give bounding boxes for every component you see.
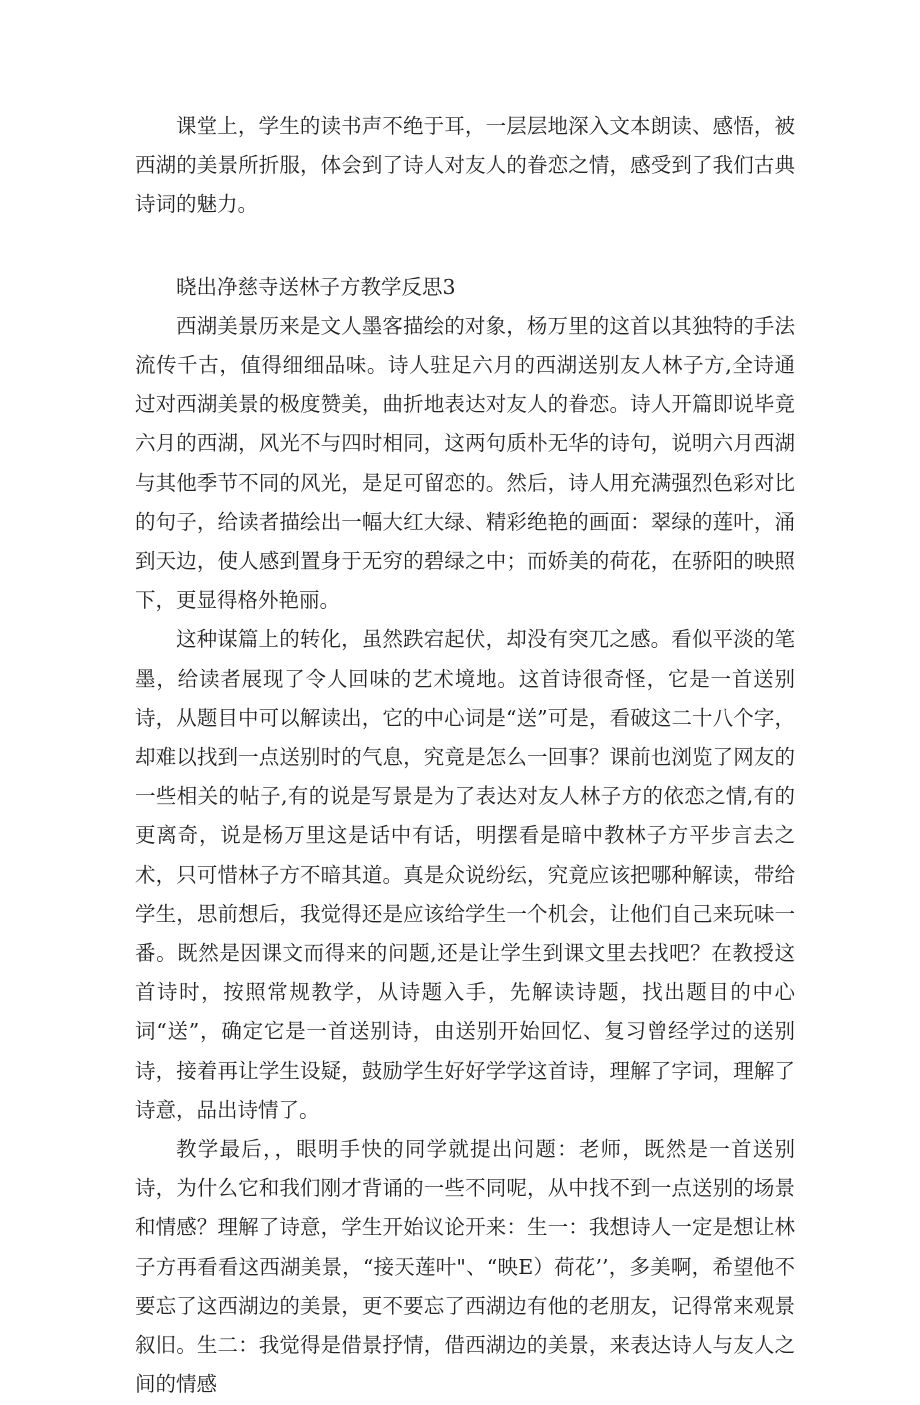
document-body: [135, 107, 795, 1405]
section-heading: 晓出净慈寺送林子方教学反思3: [176, 274, 456, 299]
paragraph-classroom-reading: 课堂上，学生的读书声不绝于耳，一层层地深入文本朗读、感悟，被西湖的美景所折服，体会到了诗人对友人的眷恋之情，感受到了我们古典诗词的魅力。: [135, 114, 795, 217]
paragraph-student-discussion: 教学最后，，眼明手快的同学就提出问题：老师，既然是一首送别诗，为什么它和我们刚才背诵的一些不同呢，从中找不到一点送别的场景和情感？理解了诗意，学生开始议论开来：生一：我想诗人一定是想让林子方再看看这西湖美景，“接天莲叶"、“映E）荷花’’，多美啊，希望他不要忘了这西湖边的美景，更不要忘了西湖边有他的老朋友，记得常来观景叙旧。生二：我觉得是借景抒情，借西湖边的美景，来表达诗人与友人之间的情感: [135, 1137, 795, 1397]
paragraph-west-lake-scenery: 西湖美景历来是文人墨客描绘的对象，杨万里的这首以其独特的手法流传千古，值得细细品味。诗人驻足六月的西湖送别友人林子方,全诗通过对西湖美景的极度赞美，曲折地表达对友人的眷恋。诗人开篇即说毕竟六月的西湖，风光不与四时相同，这两句质朴无华的诗句，说明六月西湖与其他季节不同的风光，是足可留恋的。然后，诗人用充满强烈色彩对比的句子，给读者描绘出一幅大红大绿、精彩绝艳的画面：翠绿的莲叶，涌到天边，使人感到置身于无穷的碧绿之中；而娇美的荷花，在骄阳的映照下，更显得格外艳丽。: [135, 313, 795, 613]
paragraph-spacer: [135, 225, 795, 268]
paragraph-teaching-approach: 这种谋篇上的转化，虽然跌宕起伏，却没有突兀之感。看似平淡的笔墨，给读者展现了令人回味的艺术境地。这首诗很奇怪，它是一首送别诗，从题目中可以解读出，它的中心词是“送”可是，看破这二十八个字，却难以找到一点送别时的气息，究竟是怎么一回事？课前也浏览了网友的一些相关的帖子,有的说是写景是为了表达对友人林子方的依恋之情,有的更离奇，说是杨万里这是话中有话，明摆看是暗中教林子方平步言去之术，只可惜林子方不暗其道。真是众说纷纭，究竟应该把哪种解读，带给学生，思前想后，我觉得还是应该给学生一个机会，让他们自己来玩味一番。既然是因课文而得来的问题,还是让学生到课文里去找吧？在教授这首诗时，按照常规教学，从诗题入手，先解读诗题，找出题目的中心词“送”，确定它是一首送别诗，由送别开始回忆、复习曾经学过的送别诗，接着再让学生设疑，鼓励学生好好学学这首诗，理解了字词，理解了诗意，品出诗情了。: [135, 627, 795, 1122]
